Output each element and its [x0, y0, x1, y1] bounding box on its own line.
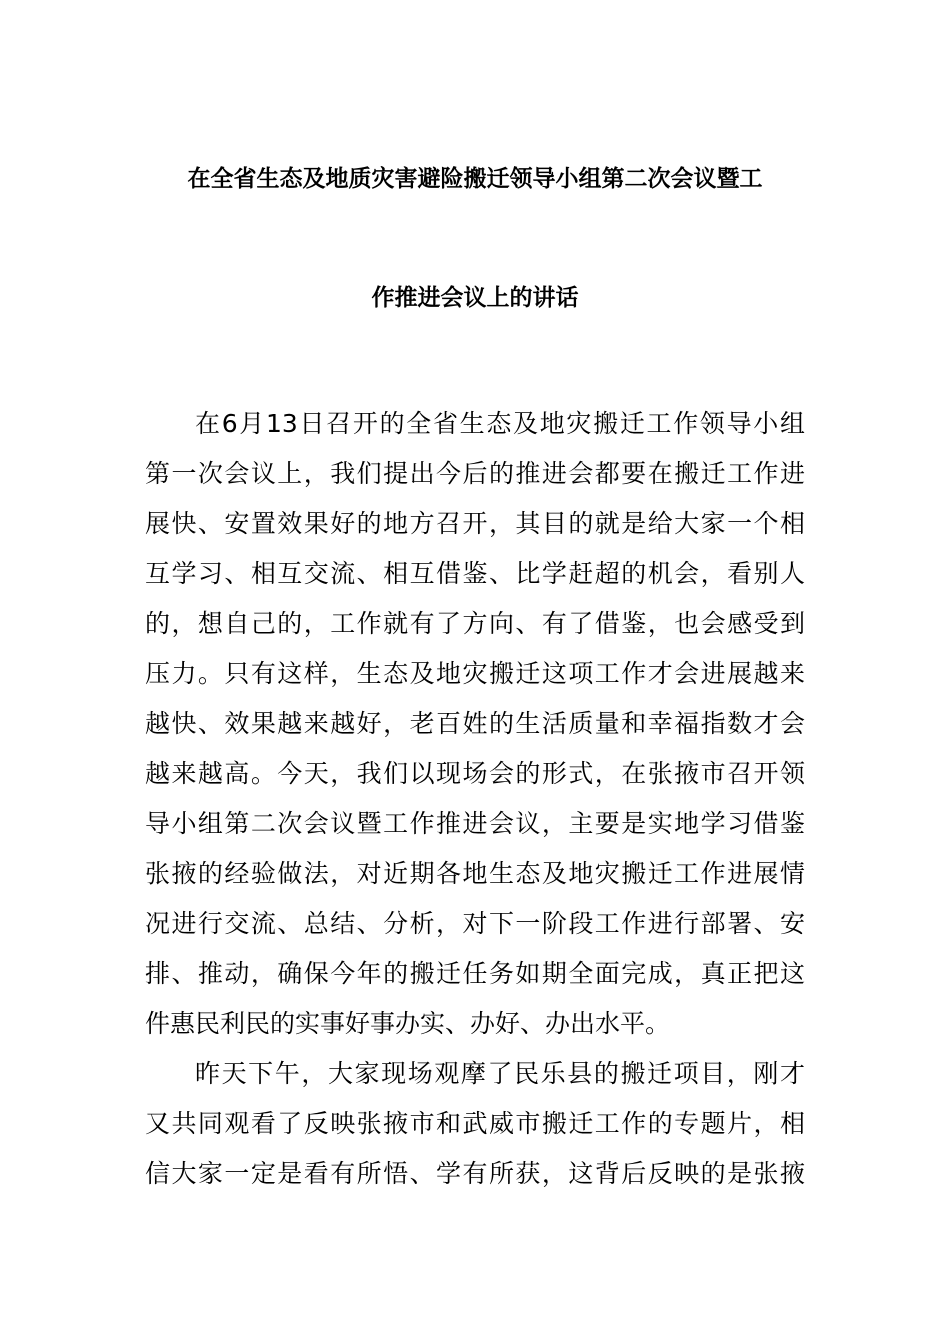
- paragraph-line: 张掖的经验做法，对近期各地生态及地灾搬迁工作进展情: [145, 859, 805, 888]
- paragraph-line: 展快、安置效果好的地方召开，其目的就是给大家一个相: [145, 509, 805, 538]
- paragraph-line: 在6月13日召开的全省生态及地灾搬迁工作领导小组: [195, 409, 805, 438]
- paragraph-1: [145, 399, 805, 1049]
- document-title-line-1: 在全省生态及地质灾害避险搬迁领导小组第二次会议暨工: [187, 166, 763, 192]
- paragraph-line: 越快、效果越来越好，老百姓的生活质量和幸福指数才会: [145, 709, 805, 738]
- paragraph-line: 排、推动，确保今年的搬迁任务如期全面完成，真正把这: [145, 959, 805, 988]
- paragraph-line: 导小组第二次会议暨工作推进会议，主要是实地学习借鉴: [145, 809, 805, 838]
- paragraph-line: 互学习、相互交流、相互借鉴、比学赶超的机会，看别人: [145, 559, 805, 588]
- paragraph-line: 第一次会议上，我们提出今后的推进会都要在搬迁工作进: [145, 459, 805, 488]
- paragraph-line: 件惠民利民的实事好事办实、办好、办出水平。: [145, 1009, 671, 1038]
- paragraph-line: 信大家一定是看有所悟、学有所获，这背后反映的是张掖: [145, 1159, 805, 1188]
- document-body: [145, 399, 805, 1199]
- paragraph-2: [145, 1049, 805, 1199]
- paragraph-line: 越来越高。今天，我们以现场会的形式，在张掖市召开领: [145, 759, 805, 788]
- paragraph-line: 又共同观看了反映张掖市和武威市搬迁工作的专题片，相: [145, 1109, 805, 1138]
- paragraph-line: 况进行交流、总结、分析，对下一阶段工作进行部署、安: [145, 909, 805, 938]
- document-title-line-2: 作推进会议上的讲话: [371, 285, 579, 311]
- paragraph-line: 的，想自己的，工作就有了方向、有了借鉴，也会感受到: [145, 609, 805, 638]
- paragraph-line: 压力。只有这样，生态及地灾搬迁这项工作才会进展越来: [145, 659, 805, 688]
- paragraph-line: 昨天下午，大家现场观摩了民乐县的搬迁项目，刚才: [195, 1059, 805, 1088]
